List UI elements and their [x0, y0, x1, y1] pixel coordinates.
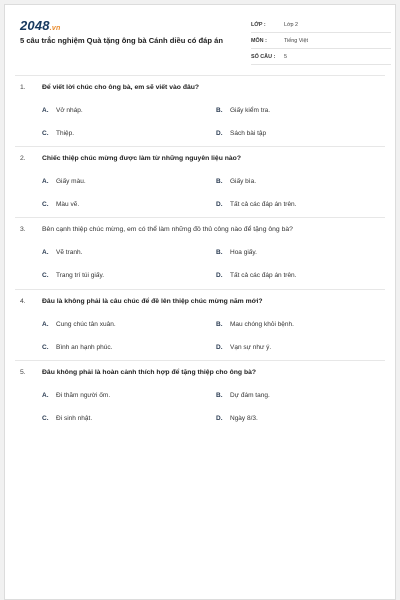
question-divider — [15, 146, 385, 147]
question-2 — [20, 154, 390, 218]
answer-letter: C. — [42, 201, 49, 208]
answer-text: Vẽ tranh. — [56, 249, 83, 256]
answer-letter: D. — [216, 344, 223, 351]
question-divider — [15, 289, 385, 290]
answer-letter: D. — [216, 201, 223, 208]
question-divider — [15, 217, 385, 218]
answer-option-c[interactable] — [42, 415, 92, 422]
answer-option-d[interactable] — [216, 415, 258, 422]
answer-text: Vở nháp. — [56, 107, 83, 114]
answer-letter: C. — [42, 344, 49, 351]
answer-letter: D. — [216, 272, 223, 279]
answer-letter: B. — [216, 107, 223, 114]
answer-option-d[interactable] — [216, 344, 271, 351]
answer-text: Đi thăm người ốm. — [56, 392, 111, 399]
meta-row-subject — [251, 33, 391, 49]
meta-value: 5 — [284, 53, 287, 60]
answer-text: Tất cả các đáp án trên. — [230, 201, 297, 208]
question-number: 2. — [20, 155, 26, 162]
answer-option-d[interactable] — [216, 130, 266, 137]
header-divider — [15, 75, 385, 76]
answer-letter: C. — [42, 415, 49, 422]
question-number: 5. — [20, 369, 26, 376]
question-text: Đâu không phải là hoàn cảnh thích hợp để tặng thiệp cho ông bà? — [42, 369, 257, 376]
answer-letter: C. — [42, 272, 49, 279]
logo-text: 2048 — [20, 18, 50, 33]
answer-option-d[interactable] — [216, 272, 296, 279]
meta-label: LỚP : — [251, 21, 266, 28]
answer-option-c[interactable] — [42, 272, 104, 279]
question-5 — [20, 368, 390, 432]
answer-letter: A. — [42, 178, 49, 185]
question-text: Chiếc thiệp chúc mừng được làm từ những nguyên liệu nào? — [42, 155, 241, 162]
answer-letter: C. — [42, 130, 49, 137]
answer-text: Giấy màu. — [56, 178, 86, 185]
answer-letter: B. — [216, 392, 223, 399]
meta-row-grade — [251, 17, 391, 33]
question-number: 1. — [20, 84, 26, 91]
question-number: 4. — [20, 298, 26, 305]
answer-option-c[interactable] — [42, 201, 79, 208]
answer-option-a[interactable] — [42, 392, 110, 399]
logo-suffix: .vn — [49, 25, 61, 32]
worksheet-page — [4, 4, 396, 600]
answer-text: Thiệp. — [56, 130, 75, 137]
answer-text: Đi sinh nhật. — [56, 415, 93, 422]
answer-letter: B. — [216, 178, 223, 185]
answer-option-a[interactable] — [42, 321, 116, 328]
answer-letter: D. — [216, 130, 223, 137]
answer-text: Giấy bìa. — [230, 178, 257, 185]
answer-option-b[interactable] — [216, 178, 256, 185]
answer-text: Tất cả các đáp án trên. — [230, 272, 297, 279]
answer-letter: A. — [42, 107, 49, 114]
answer-option-b[interactable] — [216, 107, 270, 114]
answer-text: Trang trí túi giấy. — [56, 272, 105, 279]
answer-letter: A. — [42, 249, 49, 256]
question-4 — [20, 297, 390, 361]
meta-value: Lớp 2 — [284, 21, 299, 28]
answer-text: Ngày 8/3. — [230, 415, 258, 422]
answer-letter: A. — [42, 321, 49, 328]
question-divider — [15, 360, 385, 361]
question-3 — [20, 225, 390, 289]
answer-letter: B. — [216, 321, 223, 328]
answer-option-a[interactable] — [42, 249, 82, 256]
answer-option-b[interactable] — [216, 321, 294, 328]
answer-text: Hoa giấy. — [230, 249, 257, 256]
meta-label: SỐ CÂU : — [251, 53, 276, 60]
meta-label: MÔN : — [251, 37, 267, 44]
answer-letter: A. — [42, 392, 49, 399]
question-text: Đâu là không phải là câu chúc để đề lên thiệp chúc mừng năm mới? — [42, 298, 263, 305]
meta-value: Tiếng Việt — [284, 37, 308, 44]
answer-option-c[interactable] — [42, 344, 112, 351]
site-logo[interactable] — [20, 18, 60, 33]
answer-text: Vạn sự như ý. — [230, 344, 272, 351]
answer-option-c[interactable] — [42, 130, 74, 137]
answer-option-a[interactable] — [42, 178, 86, 185]
answer-option-b[interactable] — [216, 249, 257, 256]
question-number: 3. — [20, 226, 26, 233]
answer-text: Dự đám tang. — [230, 392, 270, 399]
page-title: 5 câu trắc nghiệm Quà tặng ông bà Cánh diều có đáp án — [20, 36, 223, 45]
meta-info — [251, 17, 391, 65]
answer-option-a[interactable] — [42, 107, 83, 114]
answer-text: Bình an hạnh phúc. — [56, 344, 113, 351]
answer-letter: D. — [216, 415, 223, 422]
answer-letter: B. — [216, 249, 223, 256]
meta-row-count — [251, 49, 391, 65]
answer-text: Giấy kiểm tra. — [230, 107, 271, 114]
question-text: Để viết lời chúc cho ông bà, em sẽ viết vào đâu? — [42, 84, 200, 91]
answer-option-d[interactable] — [216, 201, 296, 208]
answer-text: Cung chúc tân xuân. — [56, 321, 116, 328]
question-text: Bên cạnh thiệp chúc mừng, em có thể làm những đồ thủ công nào để tặng ông bà? — [42, 226, 293, 233]
question-1 — [20, 83, 390, 147]
answer-text: Sách bài tập — [230, 130, 267, 137]
answer-text: Mau chóng khỏi bệnh. — [230, 321, 294, 328]
answer-text: Màu vẽ. — [56, 201, 80, 208]
answer-option-b[interactable] — [216, 392, 270, 399]
